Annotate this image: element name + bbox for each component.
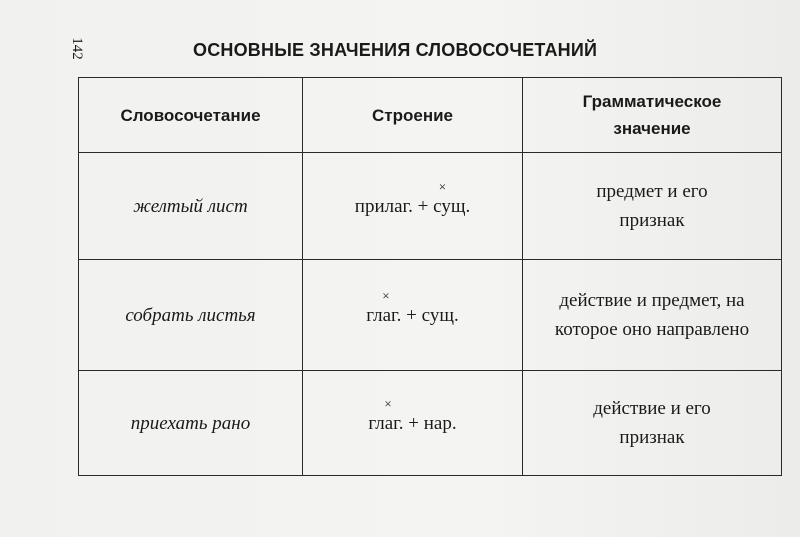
header-structure: Строение xyxy=(303,78,523,153)
structure-cell xyxy=(303,371,523,476)
structure-text: прилаг. + сущ. xyxy=(354,195,471,217)
phrase-cell xyxy=(79,371,303,476)
structure-cell xyxy=(303,153,523,260)
phrases-table xyxy=(78,77,782,476)
meaning-text: действие и предмет, на которое оно направлено xyxy=(554,290,750,340)
phrase-text: желтый лист xyxy=(133,195,248,217)
table-row xyxy=(79,153,782,260)
structure-wrap xyxy=(354,178,471,221)
table-row xyxy=(79,371,782,476)
phrase-cell xyxy=(79,153,303,260)
table-row xyxy=(79,260,782,371)
page-title: ОСНОВНЫЕ ЗНАЧЕНИЯ СЛОВОСОЧЕТАНИЙ xyxy=(193,40,598,60)
phrase-text: приехать рано xyxy=(130,412,251,434)
meaning-text: действие и его признак xyxy=(593,398,711,448)
structure-text: глаг. + нар. xyxy=(368,412,457,434)
phrase-text: собрать листья xyxy=(125,304,256,326)
page-number: 142 xyxy=(68,37,85,60)
meaning-cell xyxy=(523,153,782,260)
head-word-cross-mark: × xyxy=(384,395,392,411)
structure-wrap xyxy=(368,395,457,438)
header-meaning-text: Грамматическое значение xyxy=(582,92,722,138)
structure-wrap xyxy=(366,287,459,330)
structure-text: глаг. + сущ. xyxy=(366,304,459,326)
meaning-cell xyxy=(523,260,782,371)
head-word-cross-mark: × xyxy=(382,287,390,303)
page-number-wrap xyxy=(65,37,88,60)
head-word-cross-mark: × xyxy=(438,178,447,194)
phrase-cell xyxy=(79,260,303,371)
structure-cell xyxy=(303,260,523,371)
meaning-text: предмет и его признак xyxy=(596,181,708,231)
header-meaning xyxy=(523,78,782,153)
table-header-row xyxy=(79,78,782,153)
meaning-cell xyxy=(523,371,782,476)
header-phrase: Словосочетание xyxy=(79,78,303,153)
